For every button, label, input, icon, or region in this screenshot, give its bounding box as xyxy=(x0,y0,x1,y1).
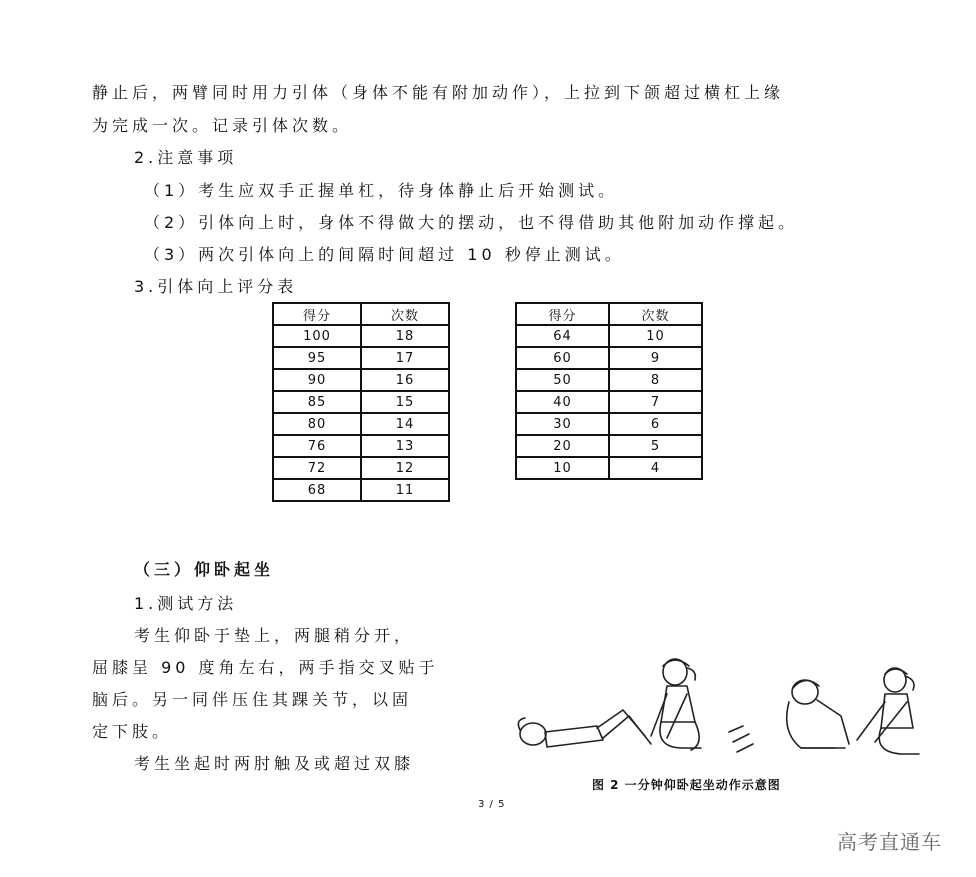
table-row xyxy=(273,369,449,391)
score-cell: 50 xyxy=(516,369,609,391)
count-cell: 13 xyxy=(361,435,449,457)
table-row xyxy=(516,347,702,369)
score-cell: 80 xyxy=(273,413,361,435)
score-cell: 90 xyxy=(273,369,361,391)
score-table-left xyxy=(272,302,450,502)
score-cell: 30 xyxy=(516,413,609,435)
count-cell: 15 xyxy=(361,391,449,413)
header-score: 得分 xyxy=(273,303,361,325)
count-cell: 5 xyxy=(609,435,702,457)
header-count: 次数 xyxy=(609,303,702,325)
page-number: 3 / 5 xyxy=(478,799,506,810)
count-cell: 8 xyxy=(609,369,702,391)
situp-person-head xyxy=(792,680,818,704)
count-cell: 10 xyxy=(609,325,702,347)
note-item-2: （2）引体向上时，身体不得做大的摆动，也不得借助其他附加动作撑起。 xyxy=(144,213,799,232)
score-cell: 85 xyxy=(273,391,361,413)
situp-text-line-1: 考生仰卧于垫上，两腿稍分开， xyxy=(134,626,415,645)
count-cell: 12 xyxy=(361,457,449,479)
table-row xyxy=(516,325,702,347)
table-row xyxy=(516,457,702,479)
table-row xyxy=(516,391,702,413)
watermark-text: 高考直通车 xyxy=(837,830,942,854)
situp-text-line-3: 脑后。另一同伴压住其踝关节，以固 xyxy=(92,690,413,709)
table-row xyxy=(273,347,449,369)
score-cell: 40 xyxy=(516,391,609,413)
score-cell: 20 xyxy=(516,435,609,457)
score-table-right xyxy=(515,302,703,480)
table-row xyxy=(273,391,449,413)
header-score: 得分 xyxy=(516,303,609,325)
lying-person-head xyxy=(520,723,546,745)
table-row xyxy=(273,413,449,435)
situp-illustration xyxy=(505,652,935,770)
situp-text-line-5: 考生坐起时两肘触及或超过双膝 xyxy=(134,754,415,773)
table-row xyxy=(516,413,702,435)
count-cell: 11 xyxy=(361,479,449,501)
count-cell: 18 xyxy=(361,325,449,347)
situp-person-body xyxy=(787,702,835,748)
body-text-line-1: 静止后，两臂同时用力引体（身体不能有附加动作），上拉到下颌超过横杠上缘 xyxy=(92,83,785,102)
score-table-heading: 3.引体向上评分表 xyxy=(134,277,298,296)
score-cell: 95 xyxy=(273,347,361,369)
count-cell: 14 xyxy=(361,413,449,435)
score-cell: 76 xyxy=(273,435,361,457)
notes-heading: 2.注意事项 xyxy=(134,148,238,167)
situp-text-line-4: 定下肢。 xyxy=(92,722,173,741)
table-row xyxy=(516,435,702,457)
count-cell: 6 xyxy=(609,413,702,435)
score-cell: 68 xyxy=(273,479,361,501)
count-cell: 17 xyxy=(361,347,449,369)
header-count: 次数 xyxy=(361,303,449,325)
count-cell: 16 xyxy=(361,369,449,391)
table-row xyxy=(273,479,449,501)
score-cell: 100 xyxy=(273,325,361,347)
figure-caption: 图 2 一分钟仰卧起坐动作示意图 xyxy=(592,778,781,792)
table-row xyxy=(273,457,449,479)
count-cell: 9 xyxy=(609,347,702,369)
body-text-line-2: 为完成一次。记录引体次数。 xyxy=(92,116,353,135)
score-cell: 64 xyxy=(516,325,609,347)
section-title-situp: （三）仰卧起坐 xyxy=(134,560,275,579)
count-cell: 4 xyxy=(609,457,702,479)
situp-text-line-2: 屈膝呈 90 度角左右，两手指交叉贴于 xyxy=(92,658,439,677)
note-item-3: （3）两次引体向上的间隔时间超过 10 秒停止测试。 xyxy=(144,245,625,264)
note-item-1: （1）考生应双手正握单杠，待身体静止后开始测试。 xyxy=(144,181,619,200)
table-row xyxy=(273,435,449,457)
table-header-row xyxy=(273,303,449,325)
count-cell: 7 xyxy=(609,391,702,413)
helper-body xyxy=(661,686,695,722)
method-heading: 1.测试方法 xyxy=(134,594,238,613)
table-header-row xyxy=(516,303,702,325)
score-cell: 72 xyxy=(273,457,361,479)
lying-person-body xyxy=(545,726,603,747)
table-row xyxy=(516,369,702,391)
score-cell: 10 xyxy=(516,457,609,479)
score-cell: 60 xyxy=(516,347,609,369)
table-row xyxy=(273,325,449,347)
